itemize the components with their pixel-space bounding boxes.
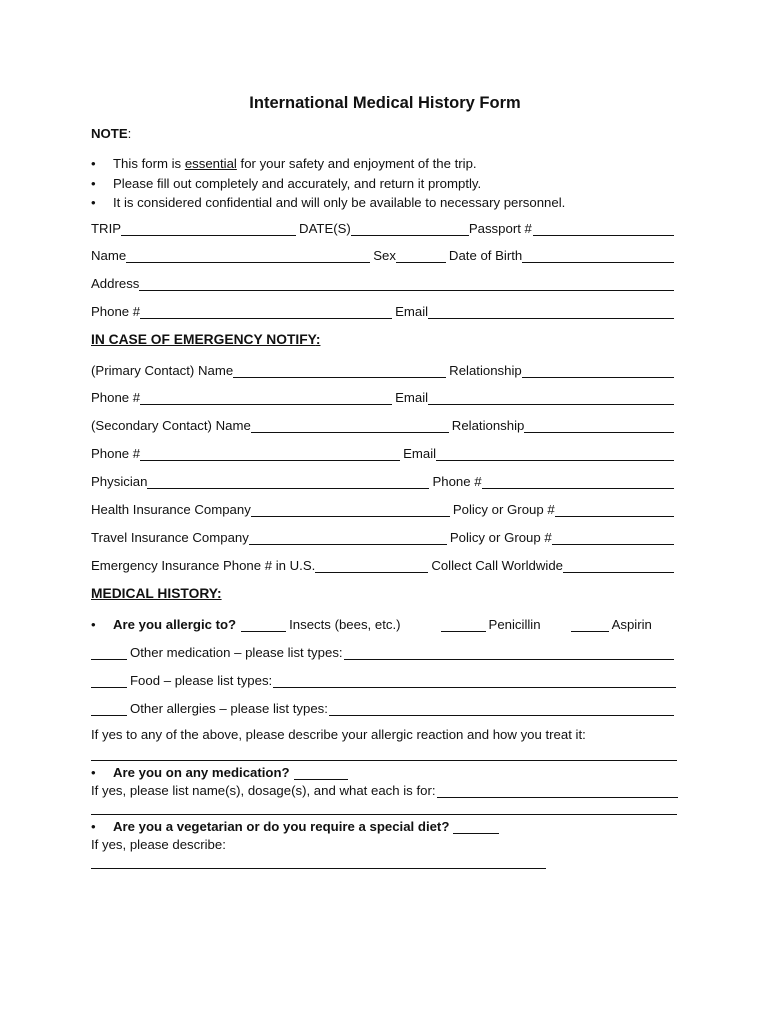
name-field[interactable] (126, 249, 370, 263)
physician-field[interactable] (147, 475, 429, 489)
diet-question: Are you a vegetarian or do you require a special diet? (113, 819, 450, 834)
note-bullet-1 (91, 154, 565, 174)
medical-heading-text: MEDICAL HISTORY (91, 586, 217, 601)
bullet-dot: • (91, 819, 96, 834)
medication-answer[interactable] (294, 766, 348, 780)
medical-heading-colon: : (216, 586, 222, 601)
health-insurance-label: Health Insurance Company (91, 502, 251, 517)
penicillin-label: Penicillin (488, 617, 541, 632)
primary-phone-label: Phone # (91, 390, 141, 405)
other-allergies-check[interactable] (91, 702, 127, 716)
emergency-ins-phone-field[interactable] (315, 559, 428, 573)
reaction-answer-line[interactable] (91, 760, 677, 761)
bullet-dot: • (91, 617, 96, 632)
passport-field[interactable] (533, 222, 674, 236)
dob-field[interactable] (522, 249, 674, 263)
secondary-relationship-label: Relationship (451, 418, 525, 433)
sex-field[interactable] (396, 249, 446, 263)
health-insurance-row (91, 501, 677, 519)
other-medication-label: Other medication – please list types: (130, 645, 343, 660)
physician-phone-field[interactable] (482, 475, 674, 489)
medication-row (91, 764, 681, 782)
aspirin-field[interactable] (571, 618, 609, 632)
physician-row (91, 473, 677, 491)
trip-row (91, 220, 677, 238)
emergency-insurance-row (91, 557, 677, 575)
primary-name-field[interactable] (233, 364, 446, 378)
medication-list-label: If yes, please list name(s), dosage(s), and what each is for: (91, 783, 436, 798)
email-label: Email (395, 304, 429, 319)
secondary-email-label: Email (403, 446, 437, 461)
emergency-heading-colon: : (315, 332, 321, 347)
note-label (91, 126, 131, 141)
bullet-1-underlined: essential (184, 156, 237, 171)
note-bullet-3: • It is considered confidential and will only be available to necessary personnel. (91, 193, 565, 213)
collect-call-field[interactable] (563, 559, 674, 573)
name-row (91, 247, 677, 265)
food-label: Food – please list types: (130, 673, 273, 688)
health-policy-field[interactable] (555, 503, 674, 517)
food-field[interactable] (273, 674, 676, 688)
travel-policy-field[interactable] (552, 531, 674, 545)
food-check[interactable] (91, 674, 127, 688)
secondary-name-label: (Secondary Contact) Name (91, 418, 251, 433)
aspirin-label: Aspirin (611, 617, 652, 632)
other-allergies-label: Other allergies – please list types: (130, 701, 328, 716)
health-insurance-field[interactable] (251, 503, 450, 517)
allergic-question: Are you allergic to? (113, 617, 237, 632)
food-row (91, 672, 679, 690)
address-row (91, 275, 677, 293)
other-medication-check[interactable] (91, 646, 127, 660)
other-medication-field[interactable] (344, 646, 674, 660)
trip-field[interactable] (121, 222, 296, 236)
diet-row (91, 818, 681, 836)
form-title: International Medical History Form (249, 94, 521, 112)
note-text: NOTE (91, 126, 128, 141)
note-bullet-2: • Please fill out completely and accurately, and return it promptly. (91, 174, 565, 194)
note-colon: : (127, 126, 132, 141)
describe-reaction-text: If yes to any of the above, please describe your allergic reaction and how you treat it: (91, 727, 586, 742)
bullet-1-post: for your safety and enjoyment of the trip. (236, 156, 477, 171)
primary-name-label: (Primary Contact) Name (91, 363, 234, 378)
address-field[interactable] (139, 277, 674, 291)
bullet-dot: • (91, 765, 96, 780)
primary-phone-field[interactable] (140, 391, 392, 405)
dates-label: DATE(S) (299, 221, 351, 236)
physician-phone-label: Phone # (432, 474, 482, 489)
primary-email-label: Email (395, 390, 429, 405)
penicillin-field[interactable] (441, 618, 486, 632)
primary-contact-row (91, 362, 677, 380)
emergency-heading (91, 332, 320, 347)
medication-answer-line[interactable] (91, 814, 677, 815)
travel-insurance-row (91, 529, 677, 547)
health-policy-label: Policy or Group # (452, 502, 555, 517)
primary-relationship-label: Relationship (449, 363, 522, 378)
email-field[interactable] (428, 305, 674, 319)
primary-phone-row (91, 389, 677, 407)
insects-label: Insects (bees, etc.) (289, 617, 401, 632)
address-label: Address (91, 276, 140, 291)
secondary-email-field[interactable] (436, 447, 674, 461)
secondary-relationship-field[interactable] (524, 419, 674, 433)
primary-relationship-field[interactable] (522, 364, 674, 378)
other-allergies-row (91, 700, 677, 718)
name-label: Name (91, 248, 127, 263)
secondary-contact-row (91, 417, 677, 435)
emergency-ins-phone-label: Emergency Insurance Phone # in U.S. (91, 558, 316, 573)
secondary-name-field[interactable] (251, 419, 449, 433)
medication-list-row (91, 782, 681, 800)
medication-list-field[interactable] (437, 784, 679, 798)
collect-call-label: Collect Call Worldwide (431, 558, 563, 573)
travel-insurance-field[interactable] (249, 531, 447, 545)
sex-label: Sex (373, 248, 396, 263)
emergency-heading-text: IN CASE OF EMERGENCY NOTIFY (91, 332, 316, 347)
diet-answer[interactable] (453, 820, 499, 834)
phone-row (91, 303, 677, 321)
passport-label: Passport # (468, 221, 532, 236)
phone-field[interactable] (140, 305, 392, 319)
medical-heading (91, 586, 222, 601)
dates-field[interactable] (351, 222, 469, 236)
phone-label: Phone # (91, 304, 141, 319)
primary-email-field[interactable] (428, 391, 674, 405)
trip-label: TRIP (91, 221, 122, 236)
medication-question: Are you on any medication? (113, 765, 290, 780)
other-allergies-field[interactable] (329, 702, 674, 716)
secondary-phone-field[interactable] (140, 447, 400, 461)
diet-answer-line[interactable] (91, 868, 546, 869)
other-medication-row (91, 644, 677, 662)
physician-label: Physician (91, 474, 148, 489)
dob-label: Date of Birth (448, 248, 523, 263)
travel-insurance-label: Travel Insurance Company (91, 530, 249, 545)
secondary-phone-label: Phone # (91, 446, 141, 461)
note-bullets (91, 154, 565, 213)
diet-describe-label: If yes, please describe: (91, 837, 226, 852)
bullet-1-pre: This form is (113, 156, 185, 171)
allergic-row (91, 616, 677, 634)
secondary-phone-row (91, 445, 677, 463)
travel-policy-label: Policy or Group # (449, 530, 552, 545)
insects-field[interactable] (241, 618, 286, 632)
